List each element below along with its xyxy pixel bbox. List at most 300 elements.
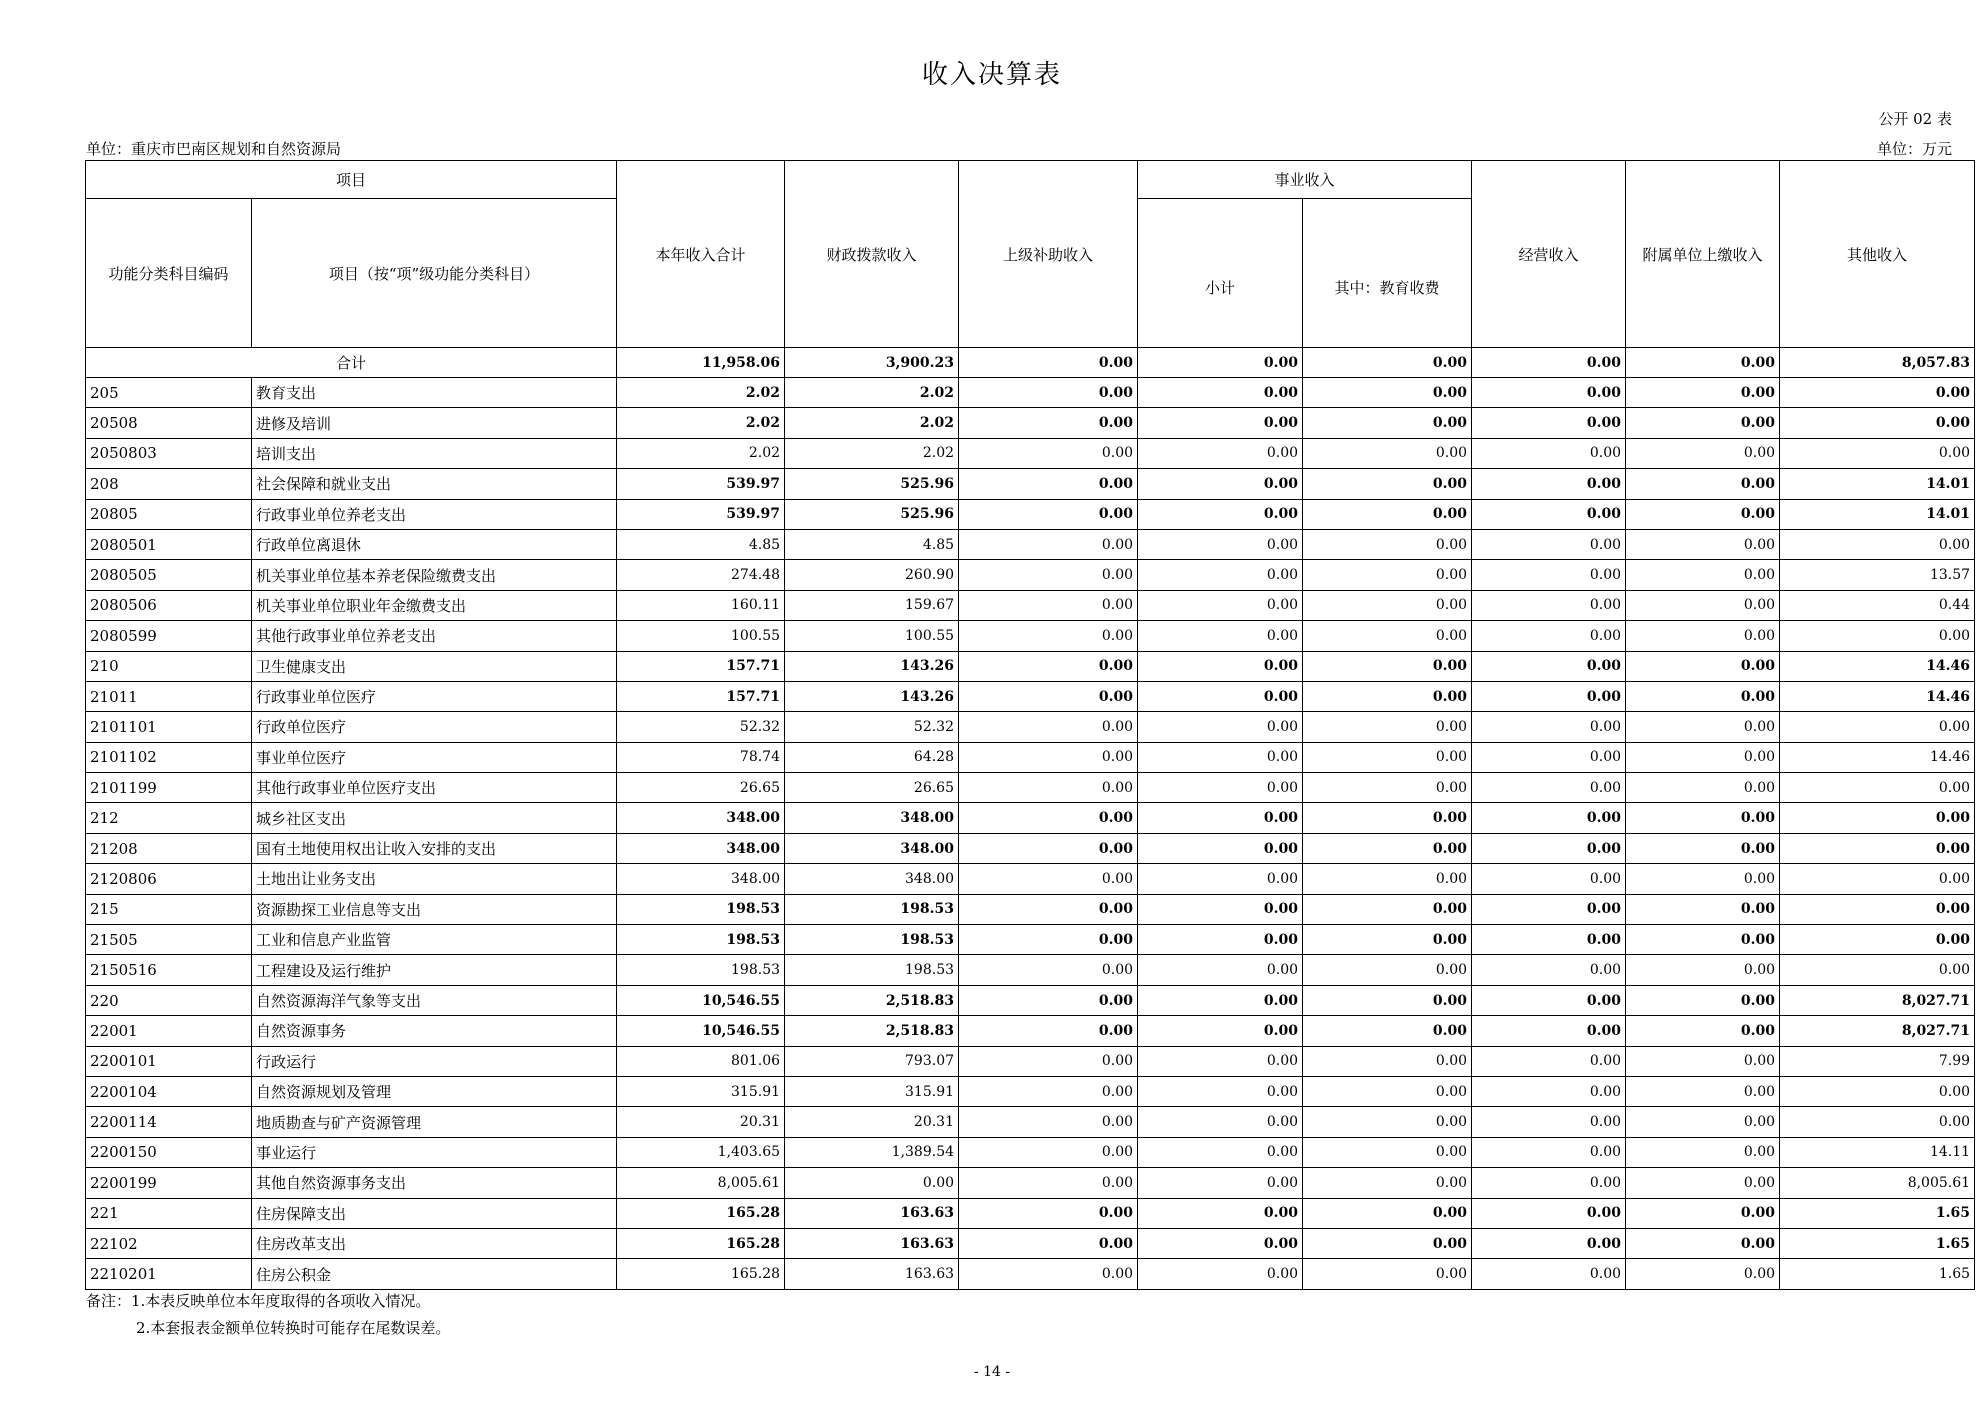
row-value: 198.53 — [617, 955, 785, 985]
row-code: 205 — [86, 378, 252, 408]
amount-unit: 单位：万元 — [1876, 140, 1952, 158]
income-table — [85, 160, 1975, 1290]
row-value: 0.00 — [1626, 742, 1780, 772]
table-row — [86, 499, 1975, 529]
row-value: 0.00 — [1780, 955, 1975, 985]
table-row — [86, 408, 1975, 438]
row-value: 0.00 — [1626, 378, 1780, 408]
row-value: 0.00 — [959, 833, 1138, 863]
row-value: 0.00 — [959, 408, 1138, 438]
row-value: 0.00 — [1303, 833, 1472, 863]
row-value: 0.00 — [1626, 529, 1780, 559]
row-value: 165.28 — [617, 1228, 785, 1258]
header-superior: 上级补助收入 — [959, 161, 1138, 348]
row-name: 教育支出 — [252, 378, 617, 408]
row-value: 0.00 — [1138, 469, 1303, 499]
row-code: 20508 — [86, 408, 252, 438]
row-value: 0.00 — [1303, 712, 1472, 742]
row-value: 0.00 — [1472, 529, 1626, 559]
row-code: 2200104 — [86, 1076, 252, 1106]
row-value: 8,005.61 — [1780, 1168, 1975, 1198]
row-value: 8,027.71 — [1780, 985, 1975, 1015]
row-value: 143.26 — [785, 651, 959, 681]
row-value: 0.00 — [1472, 590, 1626, 620]
row-value: 0.00 — [1138, 681, 1303, 711]
row-value: 0.00 — [1138, 1107, 1303, 1137]
row-value: 0.00 — [1472, 1107, 1626, 1137]
table-row — [86, 712, 1975, 742]
header-operating: 经营收入 — [1472, 161, 1626, 348]
row-value: 0.00 — [1472, 681, 1626, 711]
row-value: 0.00 — [959, 590, 1138, 620]
row-value: 0.00 — [1303, 864, 1472, 894]
row-value: 0.00 — [1303, 1228, 1472, 1258]
table-row — [86, 529, 1975, 559]
row-value: 14.46 — [1780, 681, 1975, 711]
header-code: 功能分类科目编码 — [86, 199, 252, 348]
total-row — [86, 348, 1975, 378]
row-value: 0.00 — [959, 925, 1138, 955]
row-name: 进修及培训 — [252, 408, 617, 438]
row-value: 163.63 — [785, 1198, 959, 1228]
table-row — [86, 864, 1975, 894]
row-value: 0.00 — [1472, 469, 1626, 499]
row-value: 100.55 — [617, 621, 785, 651]
table-row — [86, 925, 1975, 955]
table-row — [86, 1137, 1975, 1167]
row-value: 315.91 — [785, 1076, 959, 1106]
row-value: 0.00 — [1626, 651, 1780, 681]
row-value: 0.00 — [1626, 1259, 1780, 1289]
row-value: 0.00 — [959, 378, 1138, 408]
row-value: 274.48 — [617, 560, 785, 590]
total-label: 合计 — [86, 348, 617, 378]
row-value: 165.28 — [617, 1259, 785, 1289]
row-value: 0.00 — [1472, 438, 1626, 468]
row-value: 0.00 — [1472, 712, 1626, 742]
row-name: 行政事业单位养老支出 — [252, 499, 617, 529]
row-name: 住房改革支出 — [252, 1228, 617, 1258]
row-value: 0.00 — [1472, 1076, 1626, 1106]
row-name: 行政单位医疗 — [252, 712, 617, 742]
row-name: 地质勘查与矿产资源管理 — [252, 1107, 617, 1137]
row-value: 0.00 — [1138, 499, 1303, 529]
row-value: 0.00 — [1626, 1076, 1780, 1106]
row-value: 8,027.71 — [1780, 1016, 1975, 1046]
row-value: 198.53 — [785, 925, 959, 955]
row-value: 0.00 — [1138, 955, 1303, 985]
row-value: 0.00 — [1303, 773, 1472, 803]
row-name: 自然资源事务 — [252, 1016, 617, 1046]
row-value: 2.02 — [785, 408, 959, 438]
row-value: 539.97 — [617, 499, 785, 529]
row-value: 0.00 — [1626, 925, 1780, 955]
row-value: 0.00 — [1303, 985, 1472, 1015]
row-value: 1.65 — [1780, 1228, 1975, 1258]
row-value: 0.00 — [959, 529, 1138, 559]
row-value: 0.00 — [959, 560, 1138, 590]
table-row — [86, 469, 1975, 499]
header-total-income: 本年收入合计 — [617, 161, 785, 348]
row-value: 0.00 — [1472, 985, 1626, 1015]
row-code: 2120806 — [86, 864, 252, 894]
row-value: 0.00 — [1303, 651, 1472, 681]
row-value: 163.63 — [785, 1259, 959, 1289]
table-row — [86, 955, 1975, 985]
header-name: 项目（按“项”级功能分类科目） — [252, 199, 617, 348]
row-value: 0.00 — [1303, 529, 1472, 559]
row-value: 0.00 — [1138, 985, 1303, 1015]
row-value: 0.00 — [1138, 742, 1303, 772]
row-value: 0.00 — [1626, 681, 1780, 711]
row-value: 0.00 — [1472, 408, 1626, 438]
row-value: 0.00 — [1780, 1076, 1975, 1106]
table-row — [86, 1107, 1975, 1137]
total-value: 0.00 — [959, 348, 1138, 378]
row-value: 0.00 — [1626, 560, 1780, 590]
row-value: 0.00 — [1303, 560, 1472, 590]
row-value: 0.00 — [1303, 1046, 1472, 1076]
total-value: 8,057.83 — [1780, 348, 1975, 378]
row-value: 0.00 — [1303, 1259, 1472, 1289]
row-name: 卫生健康支出 — [252, 651, 617, 681]
row-value: 0.00 — [959, 499, 1138, 529]
row-value: 0.00 — [1303, 1198, 1472, 1228]
row-value: 0.00 — [1472, 742, 1626, 772]
row-value: 0.00 — [959, 1259, 1138, 1289]
row-code: 21208 — [86, 833, 252, 863]
row-value: 0.00 — [959, 955, 1138, 985]
total-value: 0.00 — [1626, 348, 1780, 378]
row-value: 0.00 — [1626, 590, 1780, 620]
row-value: 14.46 — [1780, 651, 1975, 681]
header-subtotal: 小计 — [1138, 199, 1303, 348]
row-value: 14.01 — [1780, 469, 1975, 499]
table-row — [86, 803, 1975, 833]
row-name: 资源勘探工业信息等支出 — [252, 894, 617, 924]
row-name: 工业和信息产业监管 — [252, 925, 617, 955]
row-value: 0.00 — [1780, 621, 1975, 651]
row-value: 0.00 — [1138, 864, 1303, 894]
row-value: 0.00 — [959, 1076, 1138, 1106]
row-value: 2.02 — [617, 408, 785, 438]
row-value: 0.00 — [1138, 590, 1303, 620]
table-row — [86, 833, 1975, 863]
row-value: 539.97 — [617, 469, 785, 499]
row-value: 160.11 — [617, 590, 785, 620]
row-value: 0.00 — [1626, 894, 1780, 924]
row-name: 自然资源规划及管理 — [252, 1076, 617, 1106]
row-name: 自然资源海洋气象等支出 — [252, 985, 617, 1015]
row-value: 157.71 — [617, 681, 785, 711]
row-value: 0.00 — [1472, 955, 1626, 985]
row-code: 2150516 — [86, 955, 252, 985]
row-value: 0.00 — [1303, 378, 1472, 408]
row-value: 0.00 — [959, 1198, 1138, 1228]
row-code: 20805 — [86, 499, 252, 529]
total-value: 0.00 — [1303, 348, 1472, 378]
row-value: 0.00 — [1626, 1107, 1780, 1137]
row-value: 315.91 — [617, 1076, 785, 1106]
row-value: 0.00 — [959, 1107, 1138, 1137]
row-value: 64.28 — [785, 742, 959, 772]
row-value: 0.00 — [1472, 1137, 1626, 1167]
row-value: 0.00 — [959, 621, 1138, 651]
row-value: 0.00 — [1626, 1228, 1780, 1258]
row-value: 2.02 — [617, 378, 785, 408]
table-row — [86, 1259, 1975, 1289]
row-value: 0.00 — [1472, 1046, 1626, 1076]
row-value: 0.00 — [1626, 1016, 1780, 1046]
row-value: 1.65 — [1780, 1198, 1975, 1228]
row-value: 0.00 — [1472, 1198, 1626, 1228]
row-value: 0.00 — [1472, 894, 1626, 924]
row-value: 0.00 — [1780, 925, 1975, 955]
row-value: 4.85 — [785, 529, 959, 559]
row-code: 2080599 — [86, 621, 252, 651]
row-code: 2101101 — [86, 712, 252, 742]
row-value: 14.01 — [1780, 499, 1975, 529]
row-value: 10,546.55 — [617, 1016, 785, 1046]
row-value: 0.00 — [1472, 925, 1626, 955]
row-value: 0.00 — [1138, 1046, 1303, 1076]
row-value: 0.00 — [1626, 408, 1780, 438]
row-value: 2.02 — [785, 378, 959, 408]
page-number: - 14 - — [973, 1364, 1011, 1380]
table-row — [86, 438, 1975, 468]
form-number: 公开 02 表 — [1878, 110, 1952, 128]
row-value: 801.06 — [617, 1046, 785, 1076]
header-other: 其他收入 — [1780, 161, 1975, 348]
row-value: 0.00 — [959, 864, 1138, 894]
row-value: 0.00 — [1138, 1198, 1303, 1228]
row-value: 159.67 — [785, 590, 959, 620]
row-value: 0.00 — [1472, 864, 1626, 894]
row-code: 2200114 — [86, 1107, 252, 1137]
row-value: 2,518.83 — [785, 985, 959, 1015]
row-value: 198.53 — [785, 955, 959, 985]
row-value: 7.99 — [1780, 1046, 1975, 1076]
notes — [86, 1288, 450, 1342]
row-code: 210 — [86, 651, 252, 681]
table-row — [86, 651, 1975, 681]
row-name: 国有土地使用权出让收入安排的支出 — [252, 833, 617, 863]
row-code: 215 — [86, 894, 252, 924]
row-value: 0.00 — [1472, 1228, 1626, 1258]
row-value: 20.31 — [617, 1107, 785, 1137]
row-value: 165.28 — [617, 1198, 785, 1228]
row-value: 0.00 — [1138, 1016, 1303, 1046]
row-value: 0.00 — [1472, 378, 1626, 408]
header-item: 项目 — [86, 161, 617, 199]
row-value: 348.00 — [617, 833, 785, 863]
row-value: 0.00 — [1303, 1076, 1472, 1106]
row-value: 10,546.55 — [617, 985, 785, 1015]
row-value: 0.00 — [1626, 985, 1780, 1015]
row-value: 0.00 — [1303, 438, 1472, 468]
row-value: 0.00 — [1780, 408, 1975, 438]
table-row — [86, 742, 1975, 772]
row-value: 1,389.54 — [785, 1137, 959, 1167]
row-name: 社会保障和就业支出 — [252, 469, 617, 499]
row-value: 2,518.83 — [785, 1016, 959, 1046]
row-code: 22001 — [86, 1016, 252, 1046]
row-value: 0.00 — [1472, 651, 1626, 681]
row-name: 行政事业单位医疗 — [252, 681, 617, 711]
page-title: 收入决算表 — [921, 60, 1062, 90]
row-value: 0.00 — [1626, 621, 1780, 651]
row-name: 事业运行 — [252, 1137, 617, 1167]
row-value: 0.00 — [1780, 1107, 1975, 1137]
row-value: 0.00 — [1303, 1168, 1472, 1198]
row-name: 土地出让业务支出 — [252, 864, 617, 894]
row-value: 198.53 — [617, 894, 785, 924]
row-value: 52.32 — [617, 712, 785, 742]
row-value: 0.00 — [1626, 712, 1780, 742]
row-value: 0.00 — [1138, 529, 1303, 559]
row-name: 城乡社区支出 — [252, 803, 617, 833]
row-name: 事业单位医疗 — [252, 742, 617, 772]
row-value: 0.00 — [1780, 712, 1975, 742]
row-value: 0.00 — [1626, 469, 1780, 499]
table-row — [86, 621, 1975, 651]
row-code: 21011 — [86, 681, 252, 711]
header-fiscal: 财政拨款收入 — [785, 161, 959, 348]
row-value: 0.00 — [1138, 925, 1303, 955]
row-code: 22102 — [86, 1228, 252, 1258]
row-name: 其他行政事业单位养老支出 — [252, 621, 617, 651]
row-value: 0.00 — [1472, 560, 1626, 590]
row-value: 0.00 — [1472, 1168, 1626, 1198]
total-value: 0.00 — [1472, 348, 1626, 378]
row-code: 2210201 — [86, 1259, 252, 1289]
row-code: 2080506 — [86, 590, 252, 620]
row-code: 21505 — [86, 925, 252, 955]
row-value: 0.00 — [1138, 1228, 1303, 1258]
row-value: 0.00 — [1138, 894, 1303, 924]
row-value: 0.00 — [1626, 1198, 1780, 1228]
row-value: 26.65 — [785, 773, 959, 803]
row-value: 0.00 — [1780, 773, 1975, 803]
row-code: 2200150 — [86, 1137, 252, 1167]
row-value: 0.00 — [959, 773, 1138, 803]
row-value: 348.00 — [617, 803, 785, 833]
row-value: 525.96 — [785, 469, 959, 499]
row-code: 2080505 — [86, 560, 252, 590]
row-value: 0.00 — [959, 742, 1138, 772]
header-business: 事业收入 — [1138, 161, 1472, 199]
row-value: 0.00 — [1472, 1259, 1626, 1289]
row-value: 157.71 — [617, 651, 785, 681]
row-value: 0.00 — [1138, 651, 1303, 681]
row-value: 0.00 — [1303, 621, 1472, 651]
row-code: 212 — [86, 803, 252, 833]
row-value: 0.00 — [1303, 925, 1472, 955]
row-code: 2101102 — [86, 742, 252, 772]
reporting-unit: 单位：重庆市巴南区规划和自然资源局 — [86, 140, 342, 158]
row-value: 4.85 — [617, 529, 785, 559]
row-value: 198.53 — [785, 894, 959, 924]
row-value: 0.00 — [1626, 1137, 1780, 1167]
row-name: 其他行政事业单位医疗支出 — [252, 773, 617, 803]
row-value: 0.00 — [1472, 499, 1626, 529]
row-value: 0.00 — [959, 469, 1138, 499]
note-line-1: 备注：1.本表反映单位本年度取得的各项收入情况。 — [86, 1292, 431, 1310]
row-code: 2200101 — [86, 1046, 252, 1076]
row-name: 机关事业单位职业年金缴费支出 — [252, 590, 617, 620]
row-value: 0.00 — [959, 803, 1138, 833]
row-value: 0.44 — [1780, 590, 1975, 620]
row-value: 0.00 — [959, 1046, 1138, 1076]
row-value: 793.07 — [785, 1046, 959, 1076]
table-row — [86, 894, 1975, 924]
row-name: 培训支出 — [252, 438, 617, 468]
table-row — [86, 560, 1975, 590]
row-value: 0.00 — [785, 1168, 959, 1198]
row-value: 0.00 — [1780, 894, 1975, 924]
row-value: 0.00 — [959, 894, 1138, 924]
row-value: 0.00 — [1303, 803, 1472, 833]
row-value: 0.00 — [1138, 621, 1303, 651]
row-value: 348.00 — [785, 803, 959, 833]
row-value: 1,403.65 — [617, 1137, 785, 1167]
table-row — [86, 1016, 1975, 1046]
row-value: 348.00 — [617, 864, 785, 894]
row-value: 0.00 — [1303, 1137, 1472, 1167]
table-row — [86, 773, 1975, 803]
row-value: 0.00 — [959, 1016, 1138, 1046]
table-row — [86, 1046, 1975, 1076]
row-value: 0.00 — [1303, 590, 1472, 620]
row-value: 0.00 — [1626, 833, 1780, 863]
table-row — [86, 1198, 1975, 1228]
row-name: 机关事业单位基本养老保险缴费支出 — [252, 560, 617, 590]
row-value: 348.00 — [785, 864, 959, 894]
row-value: 0.00 — [1626, 803, 1780, 833]
row-value: 0.00 — [1626, 955, 1780, 985]
row-value: 0.00 — [1138, 1168, 1303, 1198]
row-value: 348.00 — [785, 833, 959, 863]
row-value: 0.00 — [1303, 955, 1472, 985]
row-value: 0.00 — [1138, 833, 1303, 863]
row-value: 0.00 — [1303, 1016, 1472, 1046]
row-value: 0.00 — [959, 651, 1138, 681]
row-value: 0.00 — [959, 712, 1138, 742]
row-value: 0.00 — [1626, 499, 1780, 529]
table-row — [86, 985, 1975, 1015]
row-value: 0.00 — [959, 1137, 1138, 1167]
table-row — [86, 590, 1975, 620]
row-value: 100.55 — [785, 621, 959, 651]
row-name: 行政运行 — [252, 1046, 617, 1076]
row-value: 0.00 — [959, 681, 1138, 711]
row-value: 13.57 — [1780, 560, 1975, 590]
row-value: 0.00 — [1138, 378, 1303, 408]
row-value: 0.00 — [1626, 864, 1780, 894]
row-code: 2050803 — [86, 438, 252, 468]
row-value: 52.32 — [785, 712, 959, 742]
row-value: 0.00 — [1626, 438, 1780, 468]
row-value: 0.00 — [1303, 1107, 1472, 1137]
row-value: 0.00 — [1780, 803, 1975, 833]
row-value: 26.65 — [617, 773, 785, 803]
row-code: 221 — [86, 1198, 252, 1228]
row-value: 0.00 — [1303, 894, 1472, 924]
row-value: 0.00 — [1138, 1259, 1303, 1289]
row-value: 0.00 — [1138, 712, 1303, 742]
row-value: 0.00 — [1472, 833, 1626, 863]
row-value: 0.00 — [1303, 469, 1472, 499]
